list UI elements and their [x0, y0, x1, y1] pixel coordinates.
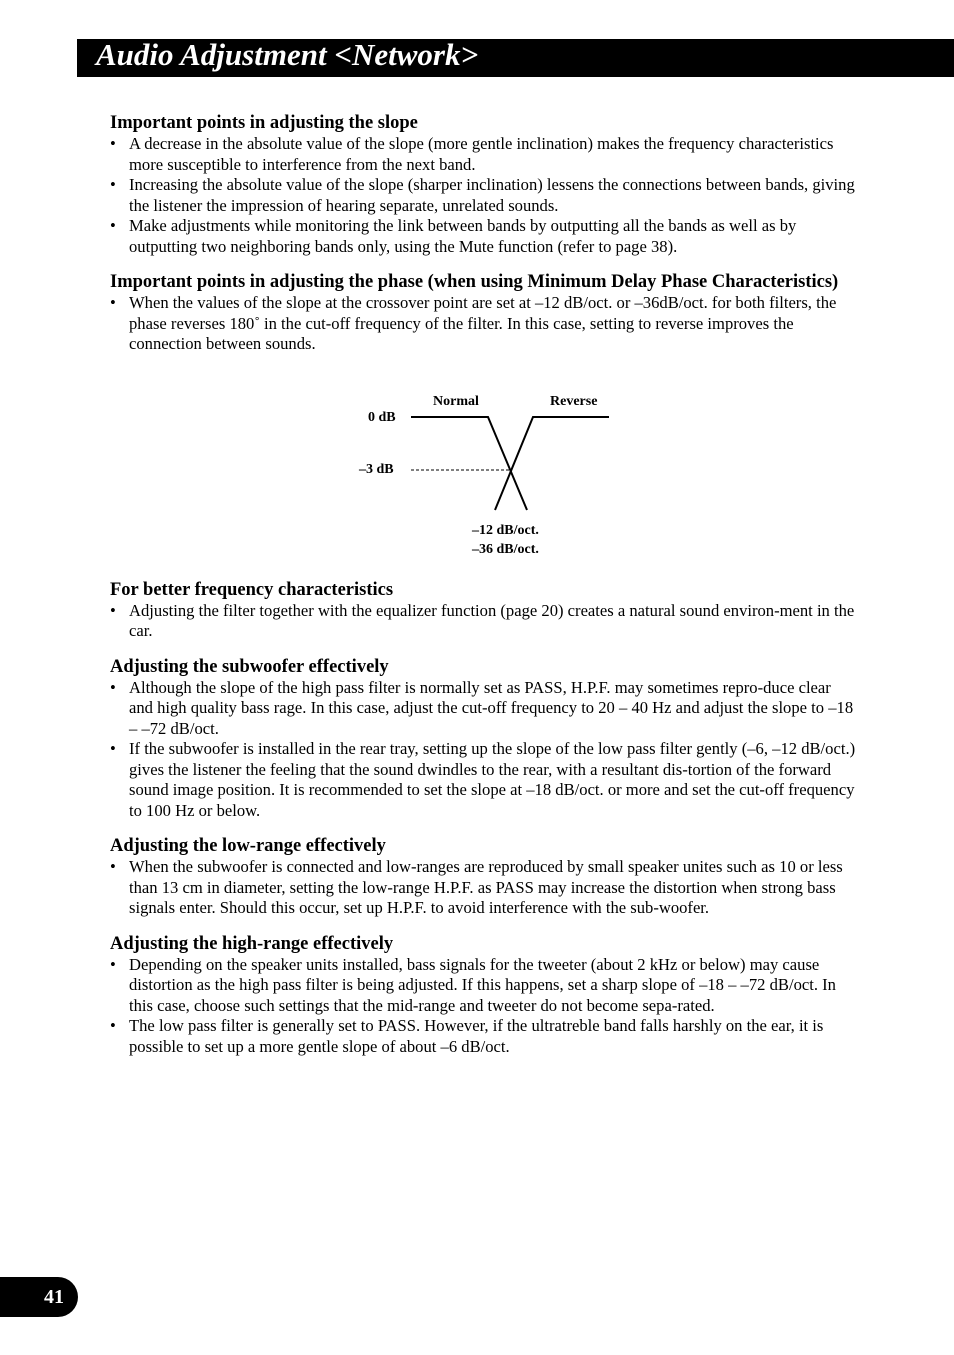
minus-3db-label: –3 dB	[359, 462, 394, 477]
section-frequency	[110, 579, 858, 642]
reverse-label: Reverse	[550, 394, 598, 409]
list-item: • Although the slope of the high pass filter is normally set as PASS, H.P.F. may sometimes repro-duce clear and high quality bass rage. In this case, adjust the cut-off frequency to 20 – 40 Hz and adjust the slope to –18 – –72 dB/oct.	[110, 678, 858, 740]
list-item: • Depending on the speaker units installed, bass signals for the tweeter (about 2 kHz or below) may cause distortion as the high pass filter is being adjusted. If this happens, set a sharp slope of –18 – –72 dB/oct. In this case, choose such settings that the mid-range and tweeter do not become sepa-rated.	[110, 955, 858, 1017]
bullet-list	[110, 857, 858, 919]
reverse-curve	[495, 417, 609, 510]
list-item: • The low pass filter is generally set to PASS. However, if the ultratreble band falls harshly on the ear, it is possible to set up a more gentle slope of about –6 dB/oct.	[110, 1016, 858, 1057]
page-number-badge	[0, 1277, 78, 1317]
normal-curve	[411, 417, 527, 510]
page-number: 41	[44, 1286, 64, 1308]
section-slope	[110, 112, 858, 257]
bullet-list	[110, 134, 858, 257]
section-phase	[110, 271, 858, 355]
list-item: • When the subwoofer is connected and low-ranges are reproduced by small speaker unites such as 10 or less than 13 cm in diameter, setting the low-range H.P.F. as PASS may increase the distortion when strong bass signals enter. Should this occur, set up H.P.F. to avoid interference with the sub-woofer.	[110, 857, 858, 919]
bullet-list	[110, 955, 858, 1058]
section-heading: Important points in adjusting the slope	[110, 113, 418, 133]
section-heading: Adjusting the subwoofer effectively	[110, 656, 389, 677]
section-heading: For better frequency characteristics	[110, 579, 394, 600]
slope-label-36: –36 dB/oct.	[472, 542, 539, 557]
section-high-range	[110, 933, 858, 1058]
bullet-list	[110, 293, 858, 355]
list-item: • If the subwoofer is installed in the rear tray, setting up the slope of the low pass filter gently (–6, –12 dB/oct.) gives the listener the feeling that the sound dwindles to the rear, with a resultant dis-tortion of the forward sound image position. It is recommended to set the slope at –18 dB/oct. or more and set the cut-off frequency to 100 Hz or below.	[110, 739, 858, 821]
slope-label-12: –12 dB/oct.	[472, 523, 539, 538]
section-heading: Adjusting the high-range effectively	[110, 933, 394, 954]
list-item: • Make adjustments while monitoring the link between bands by outputting all the bands as well as by outputting two neighboring bands only, using the Mute function (refer to page 38).	[110, 216, 858, 257]
list-item: • When the values of the slope at the crossover point are set at –12 dB/oct. or –36dB/oct. for both filters, the phase reverses 180˚ in the cut-off frequency of the filter. In this case, setting to reverse improves the connection between sounds.	[110, 293, 858, 355]
section-low-range	[110, 835, 858, 919]
bullet-list	[110, 601, 858, 642]
section-subwoofer	[110, 656, 858, 822]
normal-label: Normal	[433, 394, 479, 409]
section-heading: Important points in adjusting the phase (when using Minimum Delay Phase Characteristics)	[110, 272, 839, 292]
bullet-list	[110, 678, 858, 822]
main-content	[110, 112, 858, 1057]
page-title: Audio Adjustment <Network>	[96, 37, 479, 72]
list-item: • Increasing the absolute value of the slope (sharper inclination) lessens the connections between bands, giving the listener the impression of hearing separate, unrelated sounds.	[110, 175, 858, 216]
list-item: • Adjusting the filter together with the equalizer function (page 20) creates a natural sound environ-ment in the car.	[110, 601, 858, 642]
section-heading: Adjusting the low-range effectively	[110, 836, 386, 856]
phase-diagram	[350, 385, 620, 565]
list-item: • A decrease in the absolute value of the slope (more gentle inclination) makes the frequency characteristics more susceptible to interference from the next band.	[110, 134, 858, 175]
zero-db-label: 0 dB	[368, 410, 396, 425]
